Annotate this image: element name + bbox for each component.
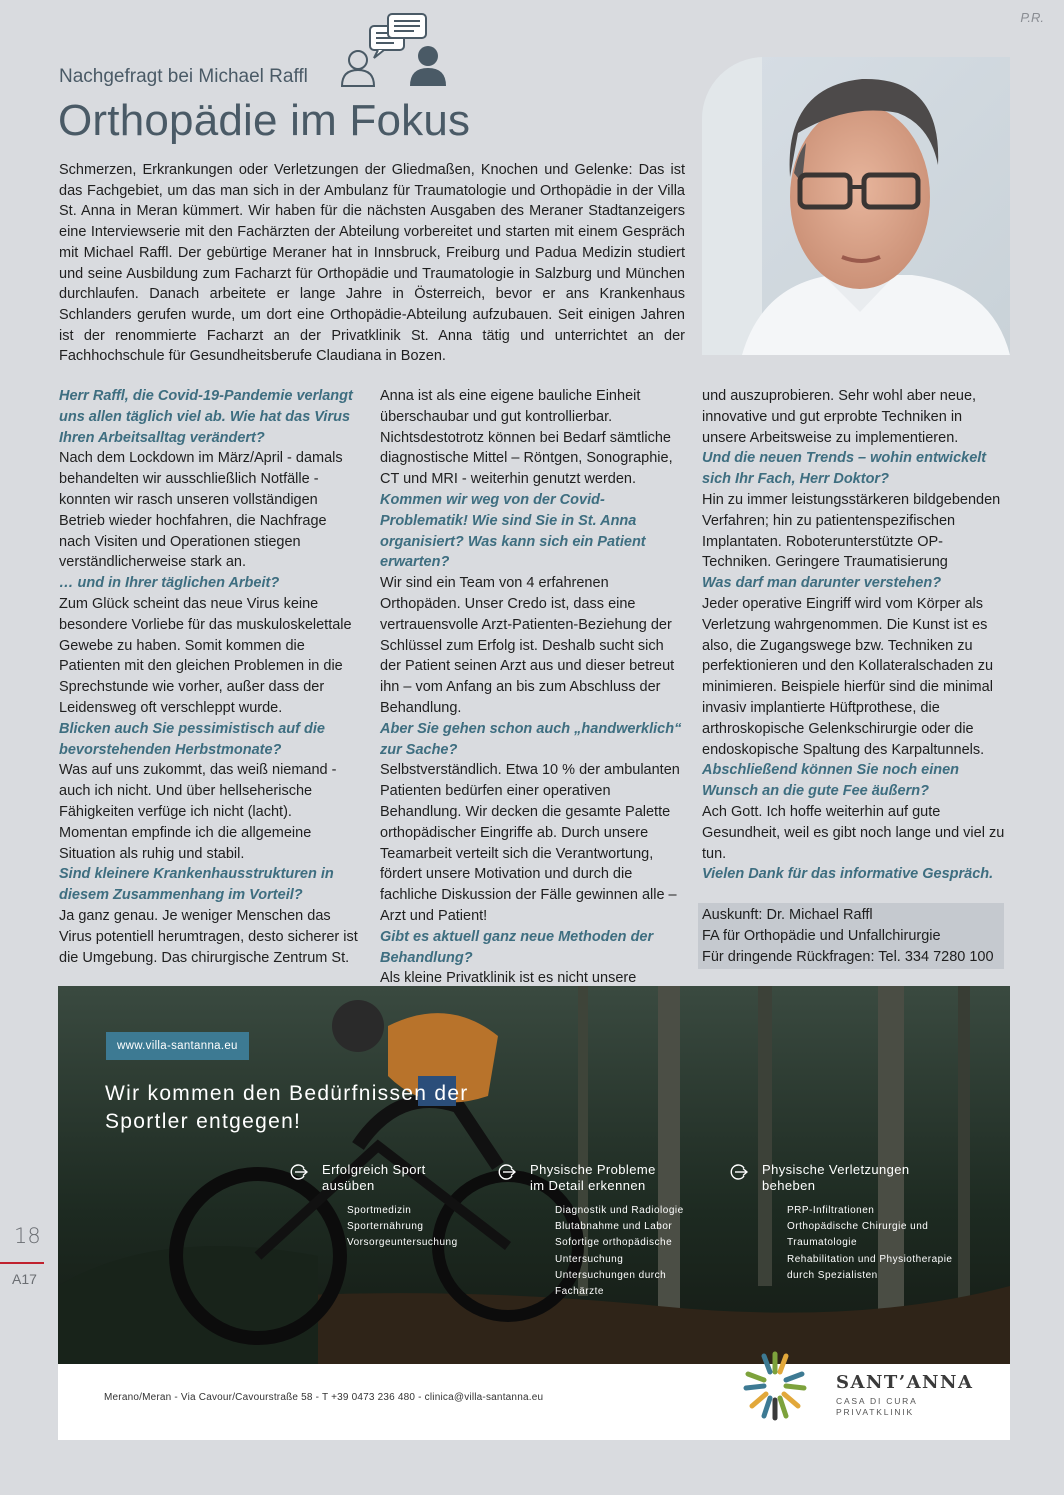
interview-answer: Anna ist als eine eigene bauliche Einheit überschaubar und gut kontrollierbar. Nichtsdestotrotz können bei Bedarf sämtliche diagnostische Mittel – Röntgen, Sonographie, CT und MRI - weiterhin genutzt werden. bbox=[380, 388, 673, 488]
arrow-right-circle-icon bbox=[730, 1163, 748, 1181]
clinic-address: Merano/Meran - Via Cavour/Cavourstraße 58 - T +39 0473 236 480 - clinica@villa-santanna.eu bbox=[104, 1392, 544, 1403]
ad-headline: Wir kommen den Bedürfnissen der Sportler entgegen! bbox=[105, 1082, 469, 1133]
interview-question: Aber Sie gehen schon auch „handwerklich“ zur Sache? bbox=[380, 720, 682, 758]
intro-paragraph: Schmerzen, Erkrankungen oder Verletzungen der Gliedmaßen, Knochen und Gelenke: Das ist das Fachgebiet, um das man sich in der Ambulanz für Traumatologie und Orthopädie in der Villa St. Anna in Meran kümmert. Wir haben für die nächsten Ausgaben des Meraner Stadtanzeigers eine Interviewserie mit den Fachärzten der Abteilung vorbereitet und starten mit einem Gespräch mit Michael Raffl. Der gebürtige Meraner hat in Innsbruck, Freiburg und Padua Medizin studiert und seine Ausbildung zum Facharzt für Orthopädie und Traumatologie in Salzburg und München durchlaufen. Danach arbeitete er lange Jahre in Österreich, bevor er ans Krankenhaus Schlanders gerufen wurde, um dort eine Orthopädie-Abteilung aufzubauen. Seit einigen Jahren ist der renommierte Facharzt an der Privatklinik St. Anna tätig und unterrichtet an der Fachhochschule für Gesundheitsberufe Claudiana in Bozen. bbox=[59, 162, 685, 365]
logo-name: SANT’ANNA bbox=[836, 1372, 974, 1393]
page-number: 18 bbox=[14, 1224, 41, 1248]
service-title: Erfolgreich Sport ausüben bbox=[322, 1162, 426, 1193]
interview-answer: Als kleine Privatklinik ist es nicht unsere bbox=[380, 970, 637, 987]
page-title: Orthopädie im Fokus bbox=[58, 96, 471, 145]
interview-question: Abschließend können Sie noch einen Wunsch an die gute Fee äußern? bbox=[702, 762, 960, 800]
contact-line: Auskunft: Dr. Michael Raffl bbox=[702, 907, 873, 923]
interview-answer: Selbstverständlich. Etwa 10 % der ambulanten Patienten bedürfen einer operativen Behandlung. Wir decken die gesamte Palette orthopädischer Eingriffe ab. Durch unsere Teamarbeit verteilt sich die Verantwortung, fördert unsere Motivation und durch die fachliche Diskussion der Fälle gewinnen alle – Arzt und Patient! bbox=[380, 762, 680, 924]
service-title: Physische Verletzungen beheben bbox=[762, 1162, 910, 1193]
interview-answer: Jeder operative Eingriff wird vom Körper als Verletzung wahrgenommen. Die Kunst ist es also, die Zugangswege bzw. Techniken zu perfektionieren und den Kollateralschaden zu minimieren. Beispiele hierfür sind die minimal invasiv implantierte Hüftprothese, die arthroskopische Gelenkschirurgie oder die endoskopische Spaltung des Karpaltunnels. bbox=[702, 595, 994, 758]
service-item: Vorsorgeuntersuchung bbox=[347, 1237, 458, 1249]
page-marker-bar bbox=[0, 1262, 44, 1264]
service-item: Diagnostik und Radiologie bbox=[555, 1205, 684, 1216]
interview-column-2 bbox=[380, 386, 688, 1010]
chat-bubbles-people-icon bbox=[338, 12, 450, 88]
interview-question: Kommen wir weg von der Covid-Problematik! Wie sind Sie in St. Anna organisiert? Was kann sich ein Patient erwarten? bbox=[380, 491, 646, 571]
interview-question: Vielen Dank für das informative Gespräch. bbox=[702, 866, 994, 883]
interview-answer: Nach dem Lockdown im März/April - damals behandelten wir ausschließlich Notfälle - konnten wir rasch unseren vollständigen Betrieb wieder hochfahren, die Nachfrage nach Visiten und Operationen stiegen verständlicherweise stark an. bbox=[59, 450, 343, 571]
contact-phone: Für dringende Rückfragen: Tel. 334 7280 100 bbox=[702, 949, 994, 965]
interview-question: Gibt es aktuell ganz neue Methoden der Behandlung? bbox=[380, 928, 654, 966]
logo-subtitle: CASA DI CURA bbox=[836, 1396, 918, 1406]
interview-question: Sind kleinere Krankenhausstrukturen in diesem Zusammenhang im Vorteil? bbox=[59, 866, 334, 904]
kicker: Nachgefragt bei Michael Raffl bbox=[59, 66, 308, 87]
interview-answer: Wir sind ein Team von 4 erfahrenen Orthopäden. Unser Credo ist, dass eine vertrauensvolle Arzt-Patienten-Beziehung der Schlüssel zum Erfolg ist. Deshalb sucht sich der Patient seinen Arzt aus und dieser betreut ihn – vom Anfang an bis zum Abschluss der Behandlung. bbox=[380, 575, 675, 716]
contact-box bbox=[698, 903, 1004, 969]
interview-question: Und die neuen Trends – wohin entwickelt sich Ihr Fach, Herr Doktor? bbox=[702, 450, 987, 488]
interview-answer: Ach Gott. Ich hoffe weiterhin auf gute Gesundheit, weil es gibt noch lange und viel zu tun. bbox=[702, 803, 1005, 862]
arrow-right-circle-icon bbox=[498, 1163, 516, 1181]
service-title: Physische Probleme im Detail erkennen bbox=[530, 1162, 656, 1193]
contact-line: FA für Orthopädie und Unfallchirurgie bbox=[702, 928, 941, 944]
website-link[interactable]: www.villa-santanna.eu bbox=[106, 1032, 249, 1060]
arrow-right-circle-icon bbox=[290, 1163, 308, 1181]
interview-answer: und auszuprobieren. Sehr wohl aber neue, innovative und gut erprobte Techniken in unsere Arbeitsweise zu implementieren. bbox=[702, 388, 977, 446]
santanna-logo-icon bbox=[740, 1348, 810, 1422]
service-item: Sportmedizin bbox=[347, 1205, 412, 1216]
service-item: Orthopädische Chirurgie und Traumatologie bbox=[787, 1221, 929, 1249]
service-item: Untersuchungen durch Fachärzte bbox=[555, 1269, 667, 1298]
page-code: A17 bbox=[12, 1271, 37, 1287]
service-item: Rehabilitation und Physiotherapie durch Spezialisten bbox=[787, 1253, 953, 1281]
pr-label: P.R. bbox=[1020, 10, 1044, 25]
interview-question: … und in Ihrer täglichen Arbeit? bbox=[59, 575, 280, 592]
logo-subtitle: PRIVATKLINIK bbox=[836, 1407, 914, 1417]
interview-answer: Hin zu immer leistungsstärkeren bildgebenden Verfahren; hin zu patientenspezifischen Implantaten. Roboterunterstützte OP- Techniken. Geringere Traumatisierung bbox=[702, 491, 1001, 571]
interview-answer: Was auf uns zukommt, das weiß niemand - auch ich nicht. Und über hellseherische Fähigkeiten verfüge ich nicht (lacht). Momentan empfinde ich die allgemeine Situation als ruhig und stabil. bbox=[59, 762, 337, 862]
interview-column-3 bbox=[702, 386, 1010, 885]
service-item: PRP-Infiltrationen bbox=[787, 1205, 875, 1216]
interview-question: Blicken auch Sie pessimistisch auf die bevorstehenden Herbstmonate? bbox=[59, 720, 325, 758]
service-item: Sporternährung bbox=[347, 1221, 424, 1233]
advertisement bbox=[58, 986, 1010, 1440]
interview-column-1 bbox=[59, 386, 359, 968]
portrait-photo bbox=[702, 57, 1010, 355]
interview-answer: Ja ganz genau. Je weniger Menschen das Virus potentiell herumtragen, desto sicherer ist die Umgebung. Das chirurgische Zentrum St. bbox=[59, 907, 358, 966]
interview-question: Herr Raffl, die Covid-19-Pandemie verlangt uns allen täglich viel ab. Wie hat das Virus Ihren Arbeitsalltag verändert? bbox=[59, 388, 353, 446]
service-item: Blutabnahme und Labor bbox=[555, 1221, 673, 1233]
interview-question: Was darf man darunter verstehen? bbox=[702, 575, 942, 592]
interview-answer: Zum Glück scheint das neue Virus keine besondere Vorliebe für das muskuloskelettale Gewebe zu haben. Somit kommen die Patienten mit den gleichen Problemen in die Sprechstunde wie vorher, außer dass der Leidensweg oft verschleppt wurde. bbox=[59, 595, 352, 716]
service-item: Sofortige orthopädische Untersuchung bbox=[555, 1237, 673, 1265]
